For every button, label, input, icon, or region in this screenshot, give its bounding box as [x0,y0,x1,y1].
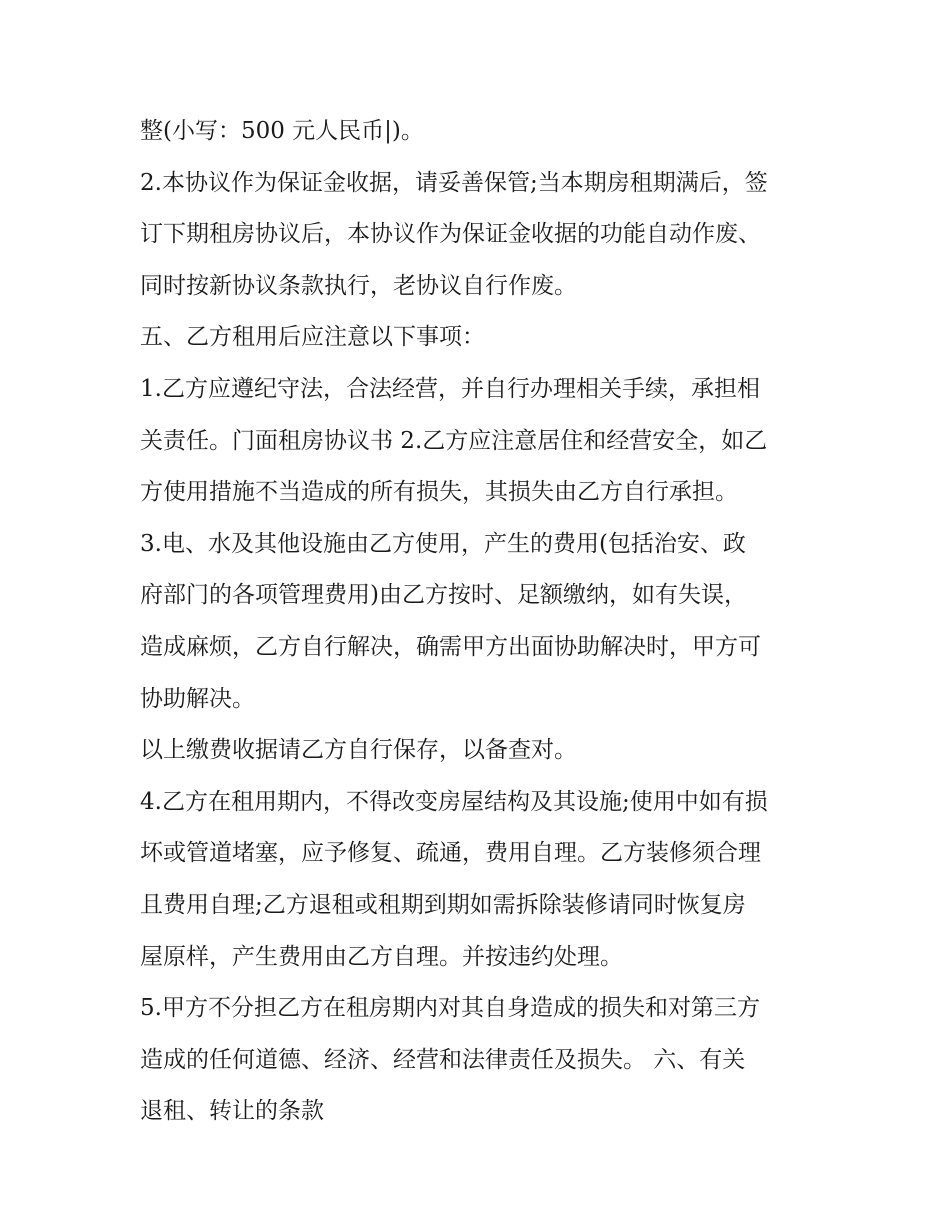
text-line: 以上缴费收据请乙方自行保存，以备查对。 [140,737,577,764]
text-line: 造成的任何道德、经济、经营和法律责任及损失。 六、有关 [140,1046,746,1073]
text-line: 关责任。门面租房协议书 2.乙方应注意居住和经营安全，如乙 [140,427,768,454]
text-line: 4.乙方在租用期内，不得改变房屋结构及其设施;使用中如有损 [140,788,768,815]
text-line: 2.本协议作为保证金收据，请妥善保管;当本期房租期满后，签 [140,169,768,196]
document-body [140,106,820,1138]
text-line: 5.甲方不分担乙方在租房期内对其自身造成的损失和对第三方 [140,995,760,1022]
text-line: 坏或管道堵塞，应予修复、疏通，费用自理。乙方装修须合理 [140,840,761,867]
text-line: 府部门的各项管理费用)由乙方按时、足额缴纳，如有失误， [140,582,747,609]
text-line: 同时按新协议条款执行，老协议自行作废。 [140,272,577,299]
text-line: 整(小写：500 元人民币|)。 [140,118,424,144]
text-line: 且费用自理;乙方退租或租期到期如需拆除装修请同时恢复房 [140,891,746,918]
text-line: 协助解决。 [140,685,255,712]
text-line: 订下期租房协议后，本协议作为保证金收据的功能自动作废、 [140,221,761,248]
text-line: 3.电、水及其他设施由乙方使用，产生的费用(包括治安、政 [140,530,746,557]
text-line: 退租、转让的条款 [140,1098,324,1125]
text-line: 1.乙方应遵纪守法，合法经营，并自行办理相关手续，承担相 [140,375,760,402]
section-heading: 五、乙方租用后应注意以下事项： [140,324,485,351]
text-line: 方使用措施不当造成的所有损失，其损失由乙方自行承担。 [140,479,738,506]
text-line: 造成麻烦，乙方自行解决，确需甲方出面协助解决时，甲方可 [140,633,761,660]
text-line: 屋原样，产生费用由乙方自理。并按违约处理。 [140,943,623,970]
